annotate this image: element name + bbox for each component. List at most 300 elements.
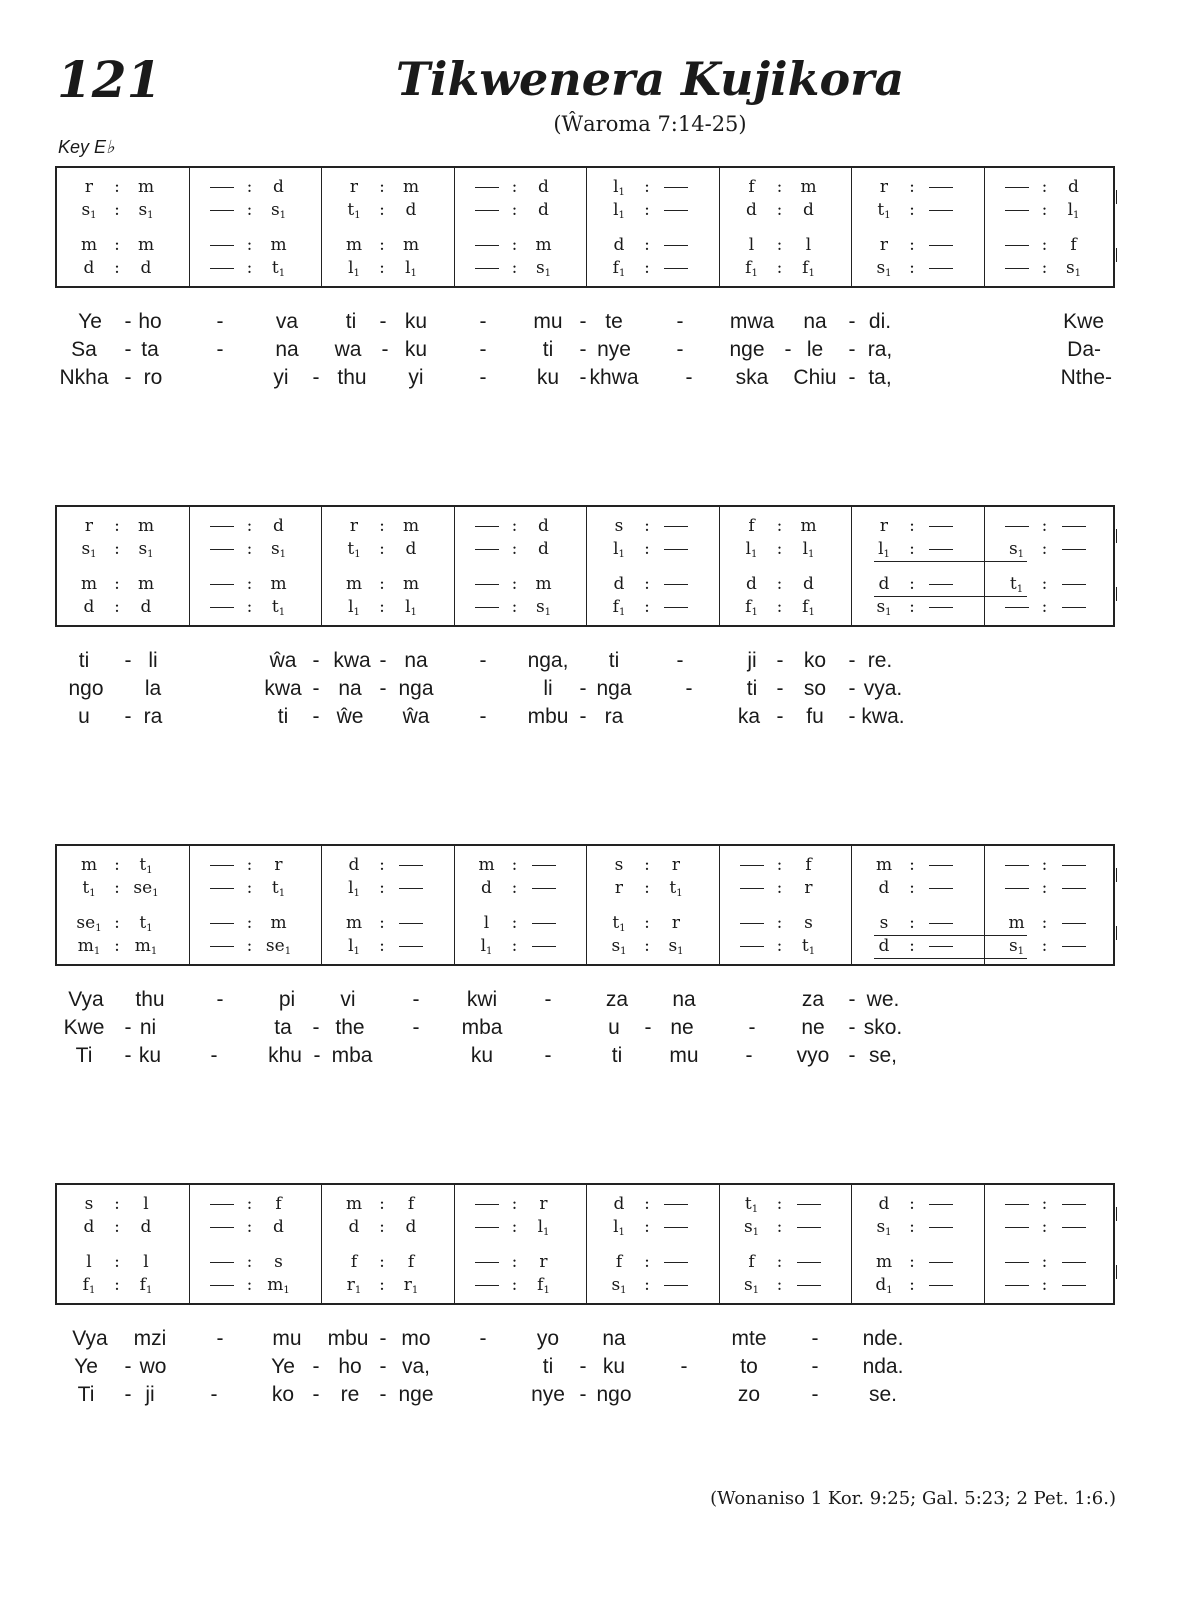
lyric-syllable: the: [335, 1016, 365, 1039]
beat-colon: :: [644, 1252, 650, 1272]
beat-colon: :: [644, 936, 650, 956]
hold-dash: [740, 946, 764, 947]
lyric-syllable: ku: [404, 338, 428, 361]
beat-colon: :: [644, 855, 650, 875]
solfa-note: $l_1$: [802, 539, 815, 560]
lyric-syllable: li: [148, 649, 158, 672]
solfa-note: $r_1$: [403, 1275, 419, 1296]
solfa-note: m: [535, 235, 552, 255]
measure-barline: [719, 507, 720, 625]
hold-dash: [1005, 888, 1029, 889]
solfa-note: m: [80, 235, 98, 255]
solfa-note: m: [270, 913, 287, 933]
solfa-note: m: [402, 177, 420, 197]
hold-dash: [1005, 245, 1029, 246]
solfa-note: $d_1$: [875, 1275, 893, 1296]
solfa-note: m: [800, 516, 817, 536]
solfa-note: m: [535, 574, 552, 594]
hold-dash: [740, 865, 764, 866]
hold-dash: [1062, 1204, 1086, 1205]
solfa-note: $t_1$: [139, 913, 153, 934]
beat-colon: :: [909, 235, 915, 255]
beat-colon: :: [644, 258, 650, 278]
lyric-syllable: mte: [731, 1327, 767, 1350]
syllable-hyphen: -: [312, 649, 320, 672]
solfa-note: d: [83, 597, 95, 617]
measure-barline: [719, 168, 720, 286]
solfa-note: $l_1$: [405, 597, 417, 618]
solfa-note: d: [405, 200, 417, 220]
lyric-syllable: ti: [277, 705, 289, 728]
measure-barline: [321, 1185, 322, 1303]
measure-barline: [454, 168, 455, 286]
lyric-syllable: ta: [274, 1016, 292, 1039]
solfa-note: d: [83, 258, 95, 278]
lyric-syllable: li: [543, 677, 553, 700]
lyric-syllable: ku: [470, 1044, 494, 1067]
beat-tick: [454, 248, 455, 262]
solfa-note: d: [538, 539, 549, 559]
solfa-note: $s_1$: [535, 258, 552, 279]
beat-tick: [454, 868, 455, 882]
lyric-syllable: Ye: [74, 1355, 98, 1378]
beat-tick: [189, 926, 190, 940]
lyric-syllable: ti: [542, 1355, 554, 1378]
lyric-syllable: ni: [139, 1016, 157, 1039]
lyric-syllable: vyo: [796, 1044, 830, 1067]
solfa-note: f: [805, 855, 812, 875]
beat-colon: :: [511, 235, 518, 255]
beat-colon: :: [909, 936, 915, 956]
hold-dash: [929, 245, 953, 246]
solfa-note: m: [137, 177, 155, 197]
lyric-syllable: na: [275, 338, 299, 361]
beat-colon: :: [114, 177, 120, 197]
solfa-note: $s_1$: [668, 936, 684, 957]
hold-dash: [210, 1227, 234, 1228]
syllable-hyphen: -: [676, 649, 684, 672]
syllable-hyphen: -: [579, 705, 587, 728]
beat-colon: :: [776, 516, 783, 536]
solfa-note: $t_1$: [82, 878, 96, 899]
beat-tick: [1116, 1207, 1117, 1221]
beat-colon: :: [776, 235, 783, 255]
syllable-hyphen: -: [848, 705, 856, 728]
beat-colon: :: [909, 177, 915, 197]
footnote-references: (Wonaniso 1 Kor. 9:25; Gal. 5:23; 2 Pet. 1:6.): [710, 1488, 1116, 1509]
lyric-syllable: kwa.: [861, 705, 905, 728]
solfa-note: m: [402, 235, 420, 255]
beat-colon: :: [1041, 516, 1048, 536]
syllable-hyphen: -: [216, 988, 224, 1011]
solfa-note: f: [275, 1194, 282, 1214]
lyric-syllable: ti: [746, 677, 758, 700]
lyric-syllable: nye: [531, 1383, 565, 1406]
hold-dash: [1062, 946, 1086, 947]
beat-colon: :: [246, 516, 253, 536]
hold-dash: [1062, 526, 1086, 527]
hold-dash: [740, 888, 764, 889]
solfa-note: r: [349, 516, 359, 536]
lyric-syllable: mba: [461, 1016, 503, 1039]
solfa-note: $t_1$: [271, 878, 286, 899]
solfa-note: $s_1$: [270, 539, 287, 560]
solfa-note: $l_1$: [613, 200, 625, 221]
lyric-syllable: ti: [542, 338, 554, 361]
lyric-syllable: ra: [143, 705, 163, 728]
hold-dash: [1005, 268, 1029, 269]
solfa-note: $s_1$: [611, 1275, 627, 1296]
beat-colon: :: [511, 258, 518, 278]
lyric-syllable: Kwe: [63, 1016, 105, 1039]
hymn-title: Tikwenera Kujikora: [395, 52, 905, 106]
lyric-syllable: ro: [143, 366, 163, 389]
solfa-note: m: [270, 574, 287, 594]
solfa-system: [55, 844, 1115, 966]
syllable-hyphen: -: [848, 1044, 856, 1067]
beat-colon: :: [1041, 855, 1048, 875]
solfa-note: $m_1$: [77, 936, 101, 957]
lyric-syllable: Chiu: [793, 366, 837, 389]
beat-tick: [719, 1265, 720, 1279]
solfa-note: r: [671, 855, 681, 875]
solfa-note: $f_1$: [537, 1275, 550, 1296]
solfa-note: r: [614, 878, 624, 898]
beat-colon: :: [379, 913, 385, 933]
beat-colon: :: [644, 177, 650, 197]
beat-tick: [984, 529, 985, 543]
beat-colon: :: [246, 539, 253, 559]
beat-colon: :: [511, 1217, 518, 1237]
lyric-syllable: ka: [737, 705, 761, 728]
hold-dash: [1005, 607, 1029, 608]
solfa-note: l: [143, 1194, 149, 1214]
tie-underline: [874, 935, 1027, 936]
hold-dash: [664, 245, 688, 246]
hold-dash: [929, 1285, 953, 1286]
measure-barline: [851, 846, 852, 964]
hold-dash: [1062, 607, 1086, 608]
solfa-note: s: [614, 516, 624, 536]
syllable-hyphen: -: [848, 988, 856, 1011]
solfa-note: m: [875, 1252, 893, 1272]
hold-dash: [210, 549, 234, 550]
solfa-note: d: [348, 855, 360, 875]
hymn-number: 121: [57, 50, 162, 109]
lyric-syllable: na: [672, 988, 696, 1011]
beat-colon: :: [114, 516, 120, 536]
syllable-hyphen: -: [124, 705, 132, 728]
solfa-note: d: [405, 539, 417, 559]
beat-colon: :: [114, 1194, 120, 1214]
hold-dash: [1005, 1227, 1029, 1228]
lyric-syllable: ne: [801, 1016, 825, 1039]
lyric-syllable: mu: [533, 310, 563, 333]
syllable-hyphen: -: [848, 310, 856, 333]
beat-colon: :: [909, 516, 915, 536]
lyric-syllable: ra: [604, 705, 624, 728]
lyric-syllable: ta,: [868, 366, 892, 389]
syllable-hyphen: -: [216, 338, 224, 361]
syllable-hyphen: -: [811, 1383, 819, 1406]
beat-colon: :: [511, 597, 518, 617]
beat-colon: :: [909, 1194, 915, 1214]
beat-tick: [454, 529, 455, 543]
lyric-syllable: nge: [729, 338, 765, 361]
hold-dash: [1062, 1285, 1086, 1286]
solfa-note: d: [140, 597, 152, 617]
beat-tick: [719, 1207, 720, 1221]
syllable-hyphen: -: [124, 1044, 132, 1067]
lyric-syllable: ŵa: [269, 649, 297, 672]
hold-dash: [210, 1285, 234, 1286]
lyric-syllable: ti: [345, 310, 357, 333]
beat-colon: :: [511, 574, 518, 594]
solfa-note: $l_1$: [405, 258, 417, 279]
hold-dash: [210, 865, 234, 866]
lyric-syllable: Da-: [1067, 338, 1101, 361]
hold-dash: [532, 946, 556, 947]
lyric-syllable: na: [602, 1327, 626, 1350]
lyric-syllable: ne: [670, 1016, 694, 1039]
solfa-note: d: [803, 574, 814, 594]
lyric-syllable: wo: [139, 1355, 167, 1378]
hold-dash: [475, 526, 499, 527]
measure-barline: [586, 1185, 587, 1303]
measure-barline: [851, 507, 852, 625]
solfa-note: l: [805, 235, 812, 255]
solfa-note: $f_1$: [745, 597, 758, 618]
measure-barline: [454, 1185, 455, 1303]
measure-barline: [984, 168, 985, 286]
hold-dash: [929, 549, 953, 550]
solfa-note: f: [407, 1252, 415, 1272]
solfa-note: $t_1$: [801, 936, 816, 957]
hold-dash: [664, 1227, 688, 1228]
lyric-syllable: ŵe: [336, 705, 364, 728]
syllable-hyphen: -: [313, 1044, 321, 1067]
solfa-note: l: [143, 1252, 149, 1272]
tie-underline: [874, 596, 1027, 597]
beat-colon: :: [1041, 878, 1048, 898]
beat-colon: :: [1041, 258, 1048, 278]
lyric-syllable: we.: [866, 988, 900, 1011]
hold-dash: [740, 923, 764, 924]
solfa-note: d: [405, 1217, 417, 1237]
hold-dash: [664, 584, 688, 585]
syllable-hyphen: -: [848, 677, 856, 700]
lyric-syllable: va,: [401, 1355, 431, 1378]
solfa-note: $s_1$: [876, 597, 892, 618]
lyric-syllable: vi: [340, 988, 356, 1011]
solfa-note: d: [746, 200, 757, 220]
solfa-note: m: [345, 1194, 363, 1214]
beat-tick: [189, 248, 190, 262]
solfa-note: r: [349, 177, 359, 197]
solfa-note: $t_1$: [1009, 574, 1024, 595]
solfa-note: d: [273, 1217, 284, 1237]
hold-dash: [210, 210, 234, 211]
hold-dash: [929, 584, 953, 585]
solfa-note: d: [273, 177, 284, 197]
solfa-note: $f_1$: [802, 597, 815, 618]
solfa-note: m: [875, 855, 893, 875]
solfa-note: $l_1$: [348, 258, 360, 279]
solfa-note: s: [84, 1194, 94, 1214]
solfa-note: d: [273, 516, 284, 536]
beat-colon: :: [644, 597, 650, 617]
hold-dash: [210, 1204, 234, 1205]
syllable-hyphen: -: [776, 677, 784, 700]
syllable-hyphen: -: [685, 366, 693, 389]
lyric-syllable: re: [340, 1383, 360, 1406]
beat-colon: :: [511, 200, 518, 220]
solfa-note: $l_1$: [348, 597, 360, 618]
beat-tick: [454, 1207, 455, 1221]
beat-tick: [189, 1207, 190, 1221]
beat-colon: :: [114, 913, 120, 933]
solfa-note: s: [879, 913, 889, 933]
beat-colon: :: [909, 574, 915, 594]
beat-colon: :: [776, 258, 783, 278]
lyric-syllable: nye: [597, 338, 631, 361]
solfa-note: $s_1$: [138, 539, 154, 560]
hold-dash: [797, 1204, 821, 1205]
beat-colon: :: [114, 539, 120, 559]
measure-barline: [454, 846, 455, 964]
syllable-hyphen: -: [412, 1016, 420, 1039]
syllable-hyphen: -: [811, 1355, 819, 1378]
beat-tick: [719, 248, 720, 262]
lyric-syllable: ko: [803, 649, 827, 672]
lyric-syllable: Ti: [75, 1044, 93, 1067]
beat-colon: :: [379, 878, 385, 898]
solfa-note: $f_1$: [802, 258, 815, 279]
hold-dash: [664, 1285, 688, 1286]
solfa-note: $t_1$: [669, 878, 683, 899]
solfa-note: $t_1$: [347, 539, 361, 560]
beat-colon: :: [246, 1194, 253, 1214]
measure-barline: [321, 846, 322, 964]
solfa-note: m: [345, 235, 363, 255]
beat-colon: :: [1041, 235, 1048, 255]
lyric-syllable: Kwe: [1063, 310, 1104, 333]
beat-tick: [1116, 1265, 1117, 1279]
syllable-hyphen: -: [479, 1327, 487, 1350]
hold-dash: [664, 268, 688, 269]
beat-colon: :: [776, 574, 783, 594]
lyric-syllable: mba: [331, 1044, 373, 1067]
solfa-note: $l_1$: [613, 539, 625, 560]
key-signature: Key E♭: [58, 137, 115, 157]
solfa-note: r: [539, 1194, 548, 1214]
syllable-hyphen: -: [479, 649, 487, 672]
solfa-note: d: [481, 878, 492, 898]
beat-colon: :: [246, 913, 253, 933]
measure-barline: [851, 168, 852, 286]
lyric-syllable: vya.: [863, 677, 903, 700]
lyric-syllable: ku: [138, 1044, 162, 1067]
hold-dash: [929, 946, 953, 947]
lyric-syllable: Vya: [68, 988, 104, 1011]
syllable-hyphen: -: [124, 1355, 132, 1378]
solfa-note: d: [538, 516, 549, 536]
beat-colon: :: [1041, 1252, 1048, 1272]
solfa-note: $s_1$: [876, 258, 892, 279]
beat-tick: [189, 587, 190, 601]
solfa-note: d: [878, 878, 890, 898]
beat-colon: :: [776, 936, 783, 956]
lyric-syllable: ngo: [68, 677, 104, 700]
hold-dash: [475, 584, 499, 585]
hold-dash: [929, 888, 953, 889]
lyric-syllable: te: [605, 310, 623, 333]
solfa-note: $f_1$: [745, 258, 758, 279]
hold-dash: [664, 1204, 688, 1205]
beat-colon: :: [1041, 200, 1048, 220]
beat-colon: :: [776, 200, 783, 220]
hold-dash: [929, 1227, 953, 1228]
beat-colon: :: [1041, 539, 1048, 559]
beat-tick: [984, 587, 985, 601]
beat-colon: :: [379, 235, 385, 255]
hold-dash: [929, 1262, 953, 1263]
measure-barline: [189, 846, 190, 964]
hold-dash: [1062, 865, 1086, 866]
lyric-syllable: ho: [338, 1355, 362, 1378]
solfa-note: l: [86, 1252, 92, 1272]
syllable-hyphen: -: [412, 988, 420, 1011]
measure-barline: [984, 846, 985, 964]
syllable-hyphen: -: [312, 1383, 320, 1406]
measure-barline: [189, 1185, 190, 1303]
solfa-note: $f_1$: [612, 597, 626, 618]
hold-dash: [475, 1285, 499, 1286]
beat-colon: :: [644, 878, 650, 898]
beat-colon: :: [909, 1275, 915, 1295]
solfa-note: $l_1$: [1067, 200, 1080, 221]
beat-tick: [454, 1265, 455, 1279]
lyric-syllable: Ye: [271, 1355, 295, 1378]
lyric-syllable: ta: [141, 338, 159, 361]
syllable-hyphen: -: [381, 338, 389, 361]
beat-colon: :: [246, 936, 253, 956]
syllable-hyphen: -: [379, 649, 387, 672]
syllable-hyphen: -: [312, 705, 320, 728]
beat-colon: :: [776, 597, 783, 617]
beat-tick: [719, 868, 720, 882]
lyric-syllable: za: [605, 988, 629, 1011]
beat-colon: :: [1041, 177, 1048, 197]
lyric-syllable: na: [404, 649, 428, 672]
solfa-note: $s_1$: [743, 1217, 760, 1238]
beat-tick: [719, 190, 720, 204]
tie-underline: [874, 958, 1027, 959]
beat-colon: :: [379, 574, 385, 594]
syllable-hyphen: -: [210, 1044, 218, 1067]
beat-colon: :: [909, 539, 915, 559]
solfa-note: d: [538, 200, 549, 220]
beat-colon: :: [114, 878, 120, 898]
solfa-note: m: [402, 516, 420, 536]
solfa-note: d: [613, 1194, 625, 1214]
lyric-syllable: yi: [408, 366, 424, 389]
solfa-system: [55, 166, 1115, 288]
solfa-system: [55, 505, 1115, 627]
lyric-syllable: khu: [268, 1044, 302, 1067]
lyric-syllable: ti: [608, 649, 620, 672]
beat-colon: :: [909, 200, 915, 220]
